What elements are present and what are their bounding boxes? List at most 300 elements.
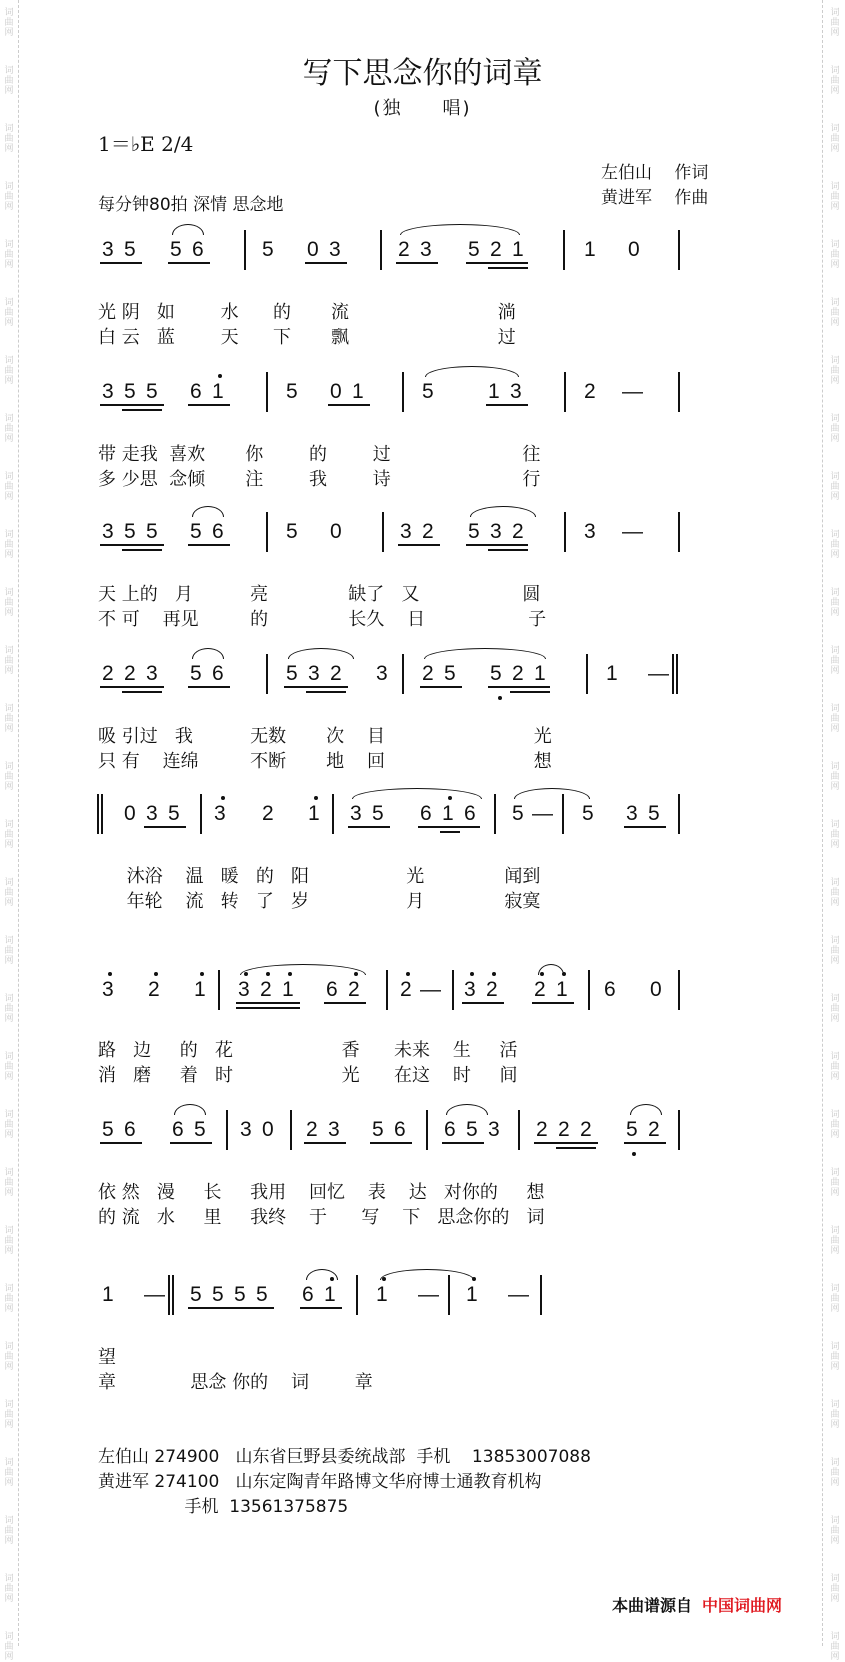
beam bbox=[488, 686, 550, 688]
beam bbox=[168, 262, 210, 264]
beam bbox=[418, 826, 480, 828]
watermark-text: 词 曲 网 bbox=[830, 124, 840, 154]
watermark-text: 词 曲 网 bbox=[830, 1284, 840, 1314]
watermark-text: 词 曲 网 bbox=[830, 994, 840, 1024]
note: 3 bbox=[510, 380, 522, 403]
note: 3 bbox=[490, 520, 502, 543]
lyric-line: 吸 引过 我 无数 次 目 光 bbox=[98, 726, 552, 747]
note: 5 bbox=[194, 1118, 206, 1141]
beam bbox=[305, 262, 347, 264]
beam bbox=[144, 826, 186, 828]
octave-dot bbox=[314, 796, 318, 800]
beam bbox=[324, 1002, 366, 1004]
barline bbox=[244, 230, 246, 270]
lyric-line: 白 云 蓝 天 下 飘 过 bbox=[98, 327, 516, 348]
barline bbox=[382, 512, 384, 552]
beam bbox=[398, 544, 440, 546]
watermark-text: 词 曲 网 bbox=[830, 1632, 840, 1662]
note: — bbox=[144, 1283, 165, 1306]
barline bbox=[518, 1110, 520, 1150]
note: 1 bbox=[512, 238, 524, 261]
watermark-text: 词 曲 网 bbox=[830, 936, 840, 966]
composer-credit: 黄进军 作曲 bbox=[601, 188, 709, 208]
watermark-text: 词 曲 网 bbox=[830, 240, 840, 270]
note: 2 bbox=[306, 1118, 318, 1141]
watermark-text: 词 曲 网 bbox=[4, 994, 14, 1024]
slur bbox=[172, 224, 204, 235]
note: 3 bbox=[464, 978, 476, 1001]
barline bbox=[218, 970, 220, 1010]
lyric-line: 只 有 连绵 不断 地 回 想 bbox=[98, 751, 552, 772]
beam bbox=[534, 1142, 598, 1144]
lyric-line: 年轮 流 转 了 岁 月 寂寞 bbox=[98, 891, 541, 912]
slur bbox=[424, 648, 546, 659]
watermark-text: 词 曲 网 bbox=[4, 704, 14, 734]
watermark-text: 词 曲 网 bbox=[4, 414, 14, 444]
note: 5 bbox=[286, 662, 298, 685]
beam bbox=[188, 686, 230, 688]
watermark-text: 词 曲 网 bbox=[4, 1168, 14, 1198]
note: 6 bbox=[172, 1118, 184, 1141]
tempo-marking: 每分钟80拍 深情 思念地 bbox=[98, 195, 284, 215]
note: 5 bbox=[466, 1118, 478, 1141]
watermark-text: 词 曲 网 bbox=[4, 298, 14, 328]
note: 3 bbox=[102, 380, 114, 403]
note: 1 bbox=[324, 1283, 336, 1306]
note: 6 bbox=[444, 1118, 456, 1141]
note: 2 bbox=[102, 662, 114, 685]
watermark-text: 词 曲 网 bbox=[4, 1110, 14, 1140]
note: 5 bbox=[512, 802, 524, 825]
note: 1 bbox=[534, 662, 546, 685]
note: 3 bbox=[376, 662, 388, 685]
note: 5 bbox=[468, 520, 480, 543]
watermark-text: 词 曲 网 bbox=[830, 1052, 840, 1082]
note: 1 bbox=[466, 1283, 478, 1306]
watermark-text: 词 曲 网 bbox=[830, 1110, 840, 1140]
contact-line: 左伯山 274900 山东省巨野县委统战部 手机 13853007088 bbox=[98, 1447, 591, 1467]
note: 1 bbox=[442, 802, 454, 825]
note: 3 bbox=[102, 238, 114, 261]
beam bbox=[624, 826, 666, 828]
barline bbox=[290, 1110, 292, 1150]
lyric-line: 多 少思 念倾 注 我 诗 行 bbox=[98, 469, 541, 490]
note: 5 bbox=[626, 1118, 638, 1141]
watermark-text: 词 曲 网 bbox=[830, 1516, 840, 1546]
slur bbox=[240, 964, 366, 975]
barline bbox=[678, 512, 680, 552]
barline bbox=[676, 654, 678, 694]
watermark-text: 词 曲 网 bbox=[830, 1168, 840, 1198]
note: 2 bbox=[400, 978, 412, 1001]
barline bbox=[678, 970, 680, 1010]
barline bbox=[200, 794, 202, 834]
note: 2 bbox=[486, 978, 498, 1001]
note: 5 bbox=[234, 1283, 246, 1306]
watermark-text: 词 曲 网 bbox=[4, 240, 14, 270]
lyric-line: 望 bbox=[98, 1347, 116, 1368]
note: 3 bbox=[584, 520, 596, 543]
note: 0 bbox=[650, 978, 662, 1001]
watermark-text: 词 曲 网 bbox=[4, 124, 14, 154]
note: 5 bbox=[468, 238, 480, 261]
note: 6 bbox=[326, 978, 338, 1001]
watermark-text: 词 曲 网 bbox=[4, 646, 14, 676]
beam bbox=[510, 691, 550, 693]
barline bbox=[672, 654, 674, 694]
slur bbox=[192, 648, 224, 659]
slur bbox=[630, 1104, 662, 1115]
note: 5 bbox=[124, 520, 136, 543]
note: 5 bbox=[190, 520, 202, 543]
beam bbox=[100, 262, 142, 264]
beam bbox=[236, 1007, 300, 1009]
note: 3 bbox=[350, 802, 362, 825]
watermark-text: 词 曲 网 bbox=[4, 878, 14, 908]
barline bbox=[356, 1275, 358, 1315]
note: 5 bbox=[286, 520, 298, 543]
note: 2 bbox=[584, 380, 596, 403]
note: 6 bbox=[394, 1118, 406, 1141]
beam bbox=[100, 1142, 142, 1144]
barline bbox=[452, 970, 454, 1010]
note: 2 bbox=[148, 978, 160, 1001]
watermark-text: 词 曲 网 bbox=[4, 472, 14, 502]
beam bbox=[486, 404, 528, 406]
beam bbox=[488, 267, 528, 269]
barline bbox=[448, 1275, 450, 1315]
note: 1 bbox=[102, 1283, 114, 1306]
note: 5 bbox=[262, 238, 274, 261]
watermark-text: 词 曲 网 bbox=[4, 1052, 14, 1082]
watermark-text: 词 曲 网 bbox=[830, 66, 840, 96]
watermark-text: 词 曲 网 bbox=[830, 298, 840, 328]
beam bbox=[170, 1142, 212, 1144]
watermark-text: 词 曲 网 bbox=[830, 646, 840, 676]
note: 3 bbox=[329, 238, 341, 261]
note: 5 bbox=[582, 802, 594, 825]
note: 2 bbox=[512, 662, 524, 685]
lyric-line: 消 磨 着 时 光 在这 时 间 bbox=[98, 1065, 518, 1086]
lyric-line: 章 思念 你的 词 章 bbox=[98, 1372, 373, 1393]
note: 5 bbox=[168, 802, 180, 825]
slur bbox=[446, 1104, 488, 1115]
octave-dot bbox=[470, 972, 474, 976]
beam bbox=[100, 544, 164, 546]
watermark-text: 词 曲 网 bbox=[4, 1516, 14, 1546]
watermark-text: 词 曲 网 bbox=[4, 1458, 14, 1488]
beam bbox=[188, 1307, 274, 1309]
note: 6 bbox=[420, 802, 432, 825]
note: 3 bbox=[488, 1118, 500, 1141]
barline bbox=[562, 794, 564, 834]
note: 1 bbox=[606, 662, 618, 685]
note: 3 bbox=[146, 662, 158, 685]
beam bbox=[122, 691, 162, 693]
note: 2 bbox=[536, 1118, 548, 1141]
note: — bbox=[648, 662, 669, 685]
note: 6 bbox=[302, 1283, 314, 1306]
watermark-text: 词 曲 网 bbox=[4, 1226, 14, 1256]
watermark-text: 词 曲 网 bbox=[830, 530, 840, 560]
lyric-line: 路 边 的 花 香 未来 生 活 bbox=[98, 1040, 518, 1061]
note: 3 bbox=[626, 802, 638, 825]
note: 3 bbox=[238, 978, 250, 1001]
watermark-text: 词 曲 网 bbox=[830, 414, 840, 444]
note: 2 bbox=[490, 238, 502, 261]
beam bbox=[532, 1002, 574, 1004]
barline bbox=[402, 654, 404, 694]
note: 2 bbox=[124, 662, 136, 685]
watermark-text: 词 曲 网 bbox=[830, 762, 840, 792]
watermark-text: 词 曲 网 bbox=[830, 704, 840, 734]
watermark-text: 词 曲 网 bbox=[4, 1632, 14, 1662]
note: 0 bbox=[307, 238, 319, 261]
note: 1 bbox=[194, 978, 206, 1001]
key-signature: 1＝♭E 2/4 bbox=[98, 132, 194, 156]
beam bbox=[462, 1002, 504, 1004]
beam bbox=[442, 1142, 484, 1144]
note: — bbox=[622, 380, 643, 403]
beam bbox=[188, 404, 230, 406]
barline bbox=[380, 230, 382, 270]
note: 3 bbox=[328, 1118, 340, 1141]
barline bbox=[678, 1110, 680, 1150]
barline bbox=[678, 794, 680, 834]
beam bbox=[284, 686, 348, 688]
octave-dot bbox=[492, 972, 496, 976]
note: 2 bbox=[330, 662, 342, 685]
contact-line: 手机 13561375875 bbox=[98, 1497, 349, 1517]
right-watermark-strip bbox=[822, 0, 845, 1662]
octave-dot bbox=[108, 972, 112, 976]
watermark-text: 词 曲 网 bbox=[4, 182, 14, 212]
note: 3 bbox=[214, 802, 226, 825]
barline bbox=[426, 1110, 428, 1150]
note: 3 bbox=[102, 520, 114, 543]
note: 6 bbox=[212, 520, 224, 543]
note: 2 bbox=[422, 662, 434, 685]
beam bbox=[466, 544, 528, 546]
slur bbox=[425, 366, 519, 377]
note: — bbox=[532, 802, 553, 825]
watermark-text: 词 曲 网 bbox=[830, 820, 840, 850]
beam bbox=[420, 686, 462, 688]
beam bbox=[440, 831, 460, 833]
note: 1 bbox=[556, 978, 568, 1001]
note: 5 bbox=[124, 380, 136, 403]
octave-dot bbox=[632, 1152, 636, 1156]
note: 1 bbox=[308, 802, 320, 825]
note: 2 bbox=[260, 978, 272, 1001]
watermark-text: 词 曲 网 bbox=[830, 472, 840, 502]
watermark-text: 词 曲 网 bbox=[4, 356, 14, 386]
beam bbox=[556, 1147, 596, 1149]
note: 2 bbox=[558, 1118, 570, 1141]
lyric-line: 不 可 再见 的 长久 日 子 bbox=[98, 609, 547, 630]
lyric-line: 光 阴 如 水 的 流 淌 bbox=[98, 302, 516, 323]
barline bbox=[588, 970, 590, 1010]
source-site-link[interactable]: 中国词曲网 bbox=[702, 1596, 783, 1615]
note: 3 bbox=[146, 802, 158, 825]
note: 2 bbox=[648, 1118, 660, 1141]
octave-dot bbox=[221, 796, 225, 800]
left-watermark-strip bbox=[0, 0, 19, 1662]
note: 2 bbox=[398, 238, 410, 261]
beam bbox=[328, 404, 370, 406]
note: 5 bbox=[190, 662, 202, 685]
song-subtitle: (独 唱) bbox=[373, 98, 472, 119]
note: 6 bbox=[190, 380, 202, 403]
watermark-text: 词 曲 网 bbox=[4, 588, 14, 618]
note: 6 bbox=[464, 802, 476, 825]
barline bbox=[266, 512, 268, 552]
note: 2 bbox=[534, 978, 546, 1001]
beam bbox=[300, 1307, 342, 1309]
barline bbox=[226, 1110, 228, 1150]
barline bbox=[266, 372, 268, 412]
beam bbox=[348, 826, 390, 828]
barline bbox=[332, 794, 334, 834]
barline bbox=[97, 794, 99, 834]
slur bbox=[288, 648, 354, 659]
barline bbox=[494, 794, 496, 834]
source-credit bbox=[612, 1593, 782, 1616]
slur bbox=[380, 1269, 474, 1280]
note: 5 bbox=[190, 1283, 202, 1306]
slur bbox=[174, 1104, 206, 1115]
note: 1 bbox=[212, 380, 224, 403]
barline bbox=[678, 230, 680, 270]
beam bbox=[306, 691, 346, 693]
watermark-text: 词 曲 网 bbox=[4, 936, 14, 966]
slur bbox=[192, 506, 224, 517]
octave-dot bbox=[154, 972, 158, 976]
slur bbox=[514, 788, 590, 799]
beam bbox=[396, 262, 438, 264]
lyric-line: 依 然 漫 长 我用 回忆 表 达 对你的 想 bbox=[98, 1182, 545, 1203]
barline bbox=[402, 372, 404, 412]
note: 0 bbox=[330, 520, 342, 543]
beam bbox=[370, 1142, 412, 1144]
watermark-text: 词 曲 网 bbox=[4, 1342, 14, 1372]
note: 1 bbox=[488, 380, 500, 403]
note: 1 bbox=[376, 1283, 388, 1306]
barline bbox=[386, 970, 388, 1010]
barline bbox=[564, 372, 566, 412]
barline bbox=[678, 372, 680, 412]
note: 2 bbox=[580, 1118, 592, 1141]
note: — bbox=[508, 1283, 529, 1306]
watermark-text: 词 曲 网 bbox=[830, 1226, 840, 1256]
watermark-text: 词 曲 网 bbox=[830, 356, 840, 386]
watermark-text: 词 曲 网 bbox=[830, 1458, 840, 1488]
note: 5 bbox=[102, 1118, 114, 1141]
watermark-text: 词 曲 网 bbox=[830, 1400, 840, 1430]
beam bbox=[624, 1142, 666, 1144]
barline bbox=[101, 794, 103, 834]
note: 1 bbox=[352, 380, 364, 403]
watermark-text: 词 曲 网 bbox=[4, 66, 14, 96]
barline bbox=[586, 654, 588, 694]
watermark-text: 词 曲 网 bbox=[830, 588, 840, 618]
slur bbox=[352, 788, 482, 799]
note: — bbox=[418, 1283, 439, 1306]
barline bbox=[172, 1275, 174, 1315]
watermark-text: 词 曲 网 bbox=[4, 1574, 14, 1604]
note: 1 bbox=[584, 238, 596, 261]
note: 5 bbox=[286, 380, 298, 403]
watermark-text: 词 曲 网 bbox=[830, 878, 840, 908]
barline bbox=[266, 654, 268, 694]
note: 5 bbox=[422, 380, 434, 403]
note: 5 bbox=[256, 1283, 268, 1306]
beam bbox=[122, 549, 162, 551]
note: 5 bbox=[444, 662, 456, 685]
note: 3 bbox=[400, 520, 412, 543]
note: 5 bbox=[170, 238, 182, 261]
note: 2 bbox=[348, 978, 360, 1001]
note: 2 bbox=[262, 802, 274, 825]
barline bbox=[168, 1275, 170, 1315]
watermark-text: 词 曲 网 bbox=[4, 1284, 14, 1314]
watermark-text: 词 曲 网 bbox=[4, 1400, 14, 1430]
octave-dot bbox=[406, 972, 410, 976]
beam bbox=[100, 404, 164, 406]
octave-dot bbox=[200, 972, 204, 976]
note: 5 bbox=[146, 380, 158, 403]
watermark-text: 词 曲 网 bbox=[4, 762, 14, 792]
watermark-text: 词 曲 网 bbox=[830, 182, 840, 212]
watermark-text: 词 曲 网 bbox=[830, 1574, 840, 1604]
watermark-text: 词 曲 网 bbox=[4, 820, 14, 850]
watermark-text: 词 曲 网 bbox=[4, 530, 14, 560]
slur bbox=[538, 964, 564, 975]
note: 6 bbox=[212, 662, 224, 685]
beam bbox=[488, 549, 528, 551]
note: 0 bbox=[628, 238, 640, 261]
beam bbox=[466, 262, 528, 264]
barline bbox=[563, 230, 565, 270]
note: 5 bbox=[146, 520, 158, 543]
note: 5 bbox=[372, 802, 384, 825]
lyricist-credit: 左伯山 作词 bbox=[601, 163, 709, 183]
watermark-text: 词 曲 网 bbox=[830, 1342, 840, 1372]
lyric-line: 沐浴 温 暖 的 阳 光 闻到 bbox=[98, 866, 541, 887]
lyric-line: 带 走我 喜欢 你 的 过 往 bbox=[98, 444, 541, 465]
beam bbox=[236, 1002, 300, 1004]
octave-dot bbox=[218, 374, 222, 378]
song-title: 写下思念你的词章 bbox=[302, 56, 543, 91]
note: 5 bbox=[124, 238, 136, 261]
note: 2 bbox=[422, 520, 434, 543]
note: 1 bbox=[282, 978, 294, 1001]
note: 5 bbox=[372, 1118, 384, 1141]
note: — bbox=[622, 520, 643, 543]
slur bbox=[470, 506, 536, 517]
lyric-line: 的 流 水 里 我终 于 写 下 思念你的 词 bbox=[98, 1207, 545, 1228]
octave-dot bbox=[498, 696, 502, 700]
contact-line: 黄进军 274100 山东定陶青年路博文华府博士通教育机构 bbox=[98, 1472, 542, 1492]
barline bbox=[540, 1275, 542, 1315]
note: 0 bbox=[262, 1118, 274, 1141]
beam bbox=[304, 1142, 346, 1144]
note: 6 bbox=[192, 238, 204, 261]
barline bbox=[564, 512, 566, 552]
note: 3 bbox=[308, 662, 320, 685]
note: 6 bbox=[604, 978, 616, 1001]
note: 3 bbox=[102, 978, 114, 1001]
